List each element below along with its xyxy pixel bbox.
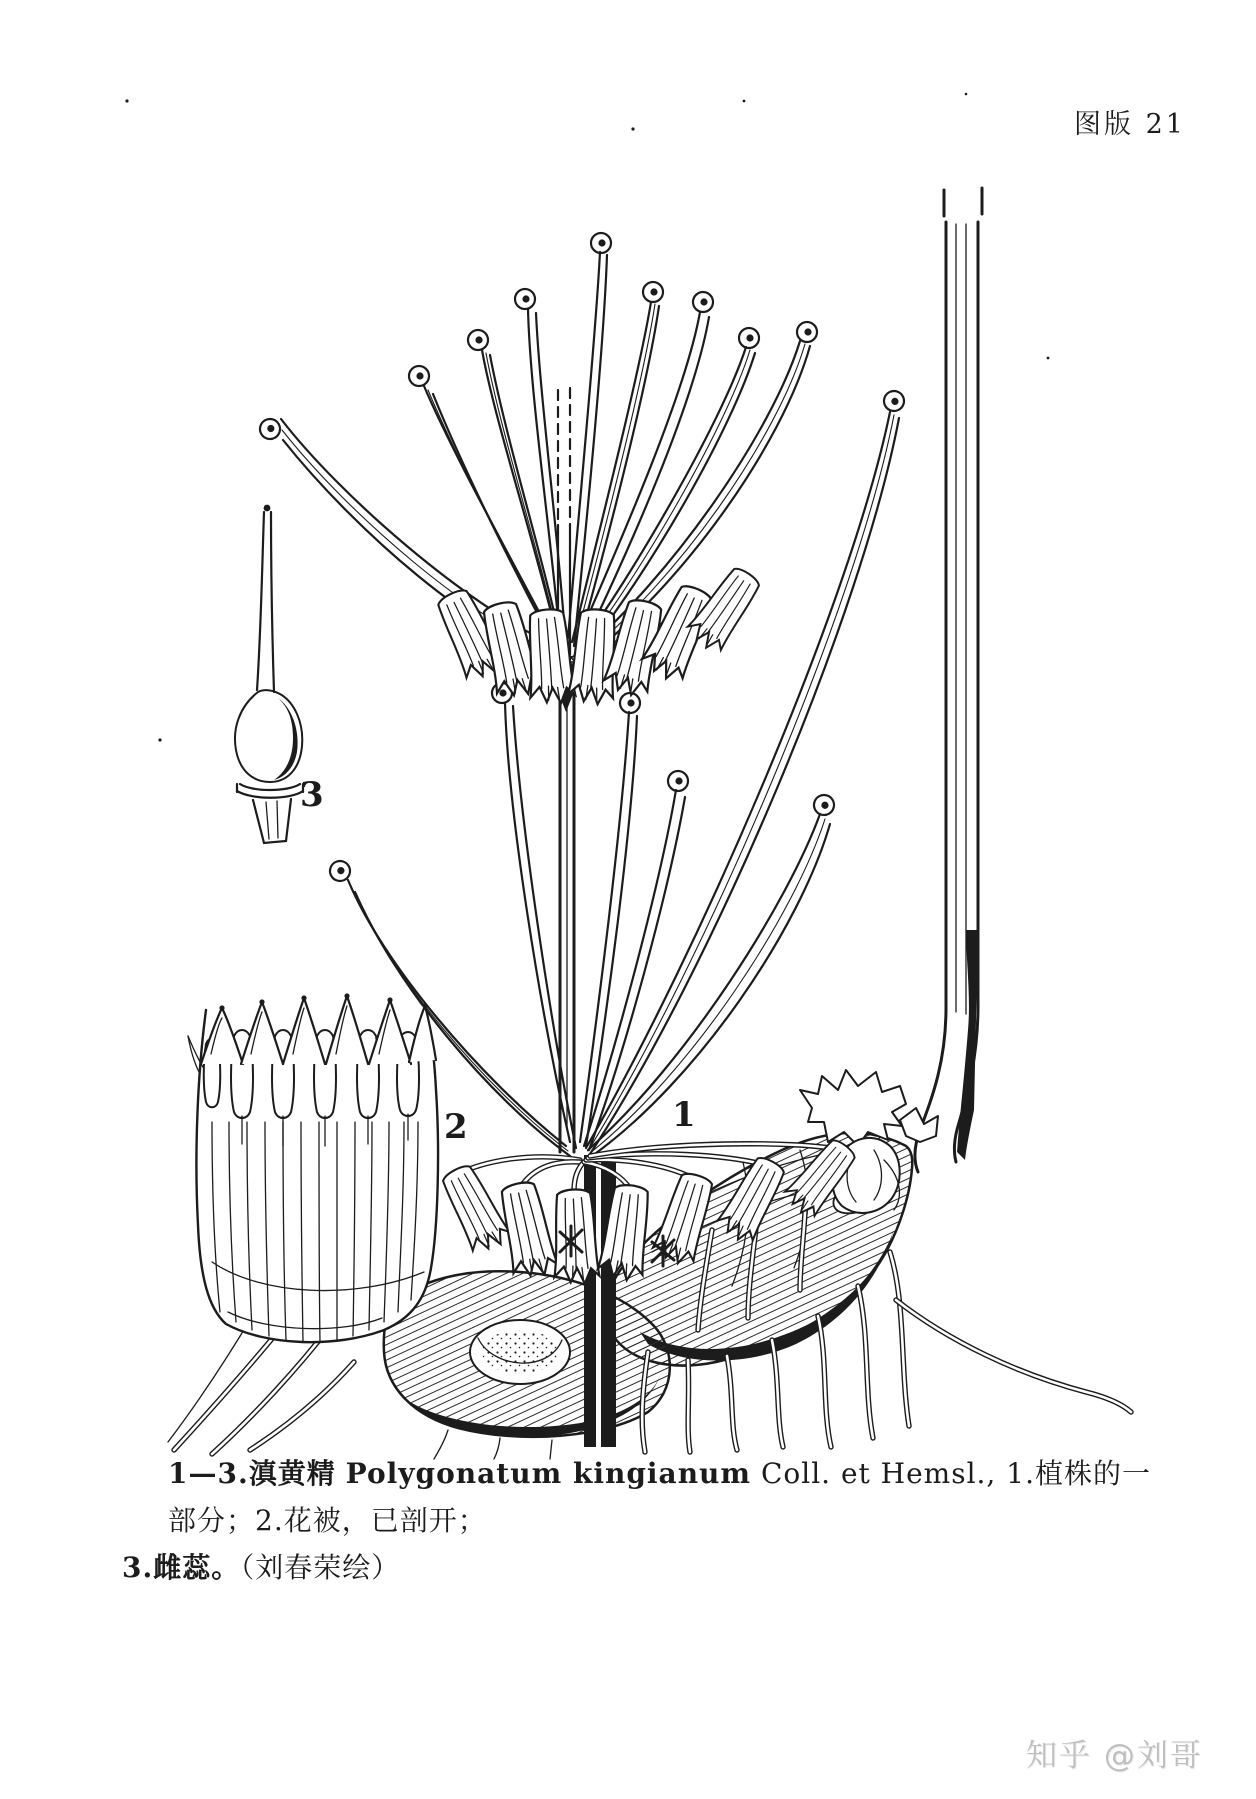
- watermark-text: 知乎 @刘哥: [1026, 1738, 1203, 1774]
- caption-latin-name: Polygonatum kingianum: [345, 1457, 752, 1490]
- caption-authority: Coll. et Hemsl.,: [760, 1457, 997, 1490]
- upper-flower-cluster: [430, 562, 764, 706]
- label-part-3: 3: [300, 775, 324, 815]
- caption-part1-desc: 1.植株的一部分；: [168, 1457, 1151, 1537]
- label-part-2: 2: [444, 1107, 468, 1147]
- caption-range: 1—3.: [168, 1457, 249, 1490]
- figure-caption: [122, 1450, 1172, 1591]
- caption-artist-credit: （刘春荣绘）: [240, 1551, 401, 1584]
- pistil-detail: [235, 505, 303, 843]
- label-part-1: 1: [672, 1095, 696, 1135]
- caption-line-2: [122, 1544, 1172, 1591]
- caption-part3-desc: 3.雌蕊。: [122, 1551, 241, 1584]
- caption-chinese-name: 滇黄精: [248, 1457, 336, 1490]
- plate-number-label: 图版 21: [1074, 109, 1186, 140]
- caption-part2-desc: 2.花被，已剖开；: [255, 1504, 487, 1537]
- perianth-detail: [188, 993, 438, 1342]
- right-stalk: [915, 188, 982, 1172]
- caption-line-1: [122, 1450, 1172, 1544]
